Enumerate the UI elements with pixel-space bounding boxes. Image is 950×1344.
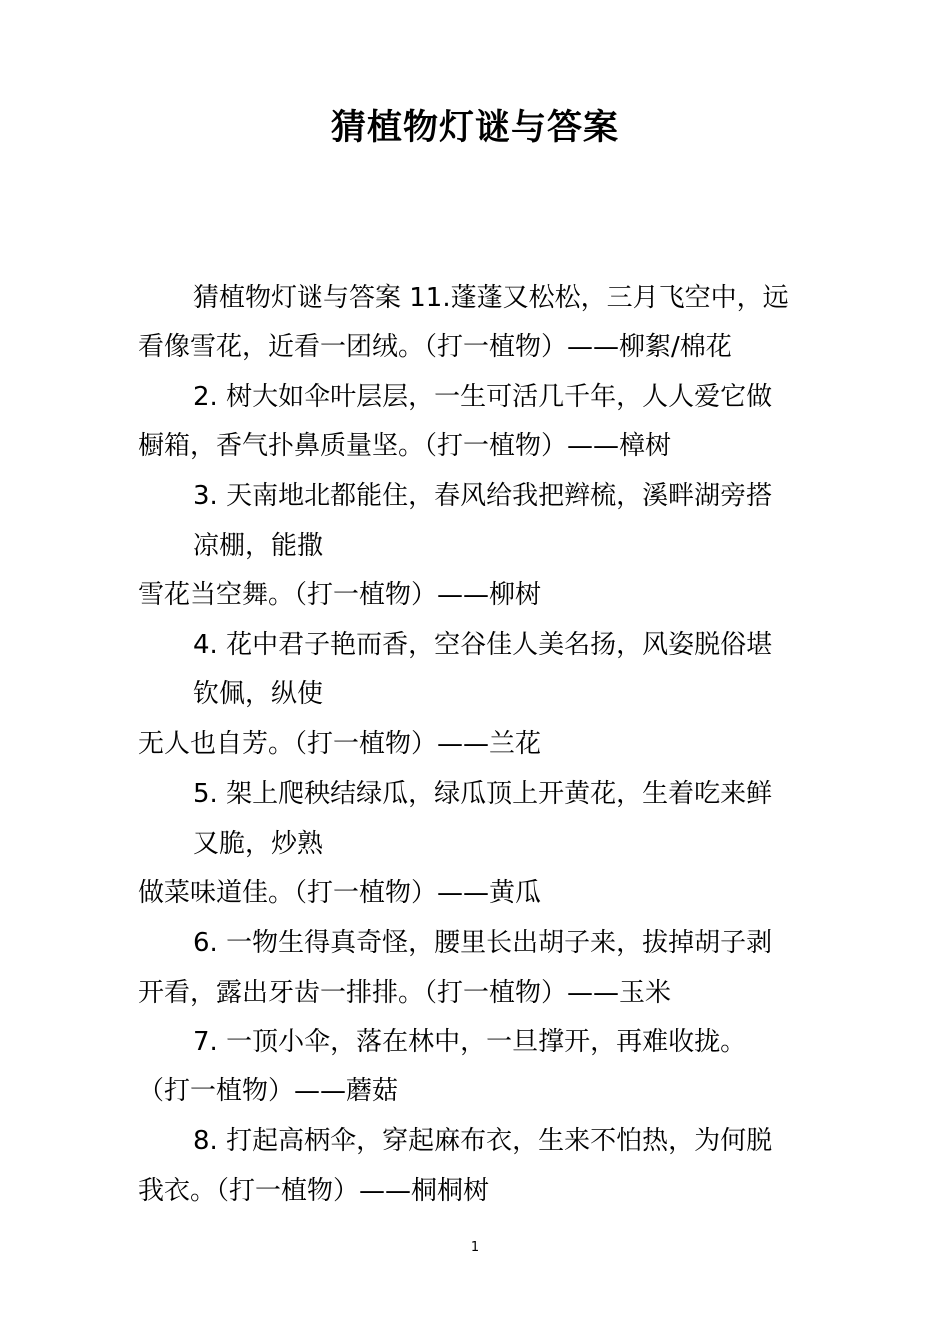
paragraph-line: 6. 一物生得真奇怪，腰里长出胡子来，拔掉胡子剥 [193,928,773,958]
page-number: 1 [470,1240,480,1255]
paragraph-line: 看像雪花，近看一团绒。（打一植物）——柳絮/棉花 [138,332,732,362]
paragraph-line: 无人也自芳。（打一植物）——兰花 [138,729,542,759]
paragraph-line: 钦佩，纵使 [193,679,324,709]
paragraph-line: 3. 天南地北都能住，春风给我把辫梳，溪畔湖旁搭 [193,481,773,511]
paragraph-line: 猜植物灯谜与答案 11.蓬蓬又松松，三月飞空中，远 [193,283,789,313]
paragraph-line: 橱箱，香气扑鼻质量坚。（打一植物）——樟树 [138,431,672,461]
paragraph-line: （打一植物）——蘑菇 [138,1076,399,1106]
paragraph-line: 开看，露出牙齿一排排。（打一植物）——玉米 [138,978,672,1008]
page-title: 猜植物灯谜与答案 [330,108,619,148]
paragraph-line: 5. 架上爬秧结绿瓜，绿瓜顶上开黄花，生着吃来鲜 [193,779,773,809]
paragraph-line: 8. 打起高柄伞，穿起麻布衣，生来不怕热，为何脱 [193,1126,773,1156]
paragraph-line: 雪花当空舞。（打一植物）——柳树 [138,580,542,610]
paragraph-line: 又脆，炒熟 [193,829,324,859]
paragraph-line: 2. 树大如伞叶层层，一生可活几千年，人人爱它做 [193,382,773,412]
paragraph-line: 凉棚，能撒 [193,531,324,561]
paragraph-line: 4. 花中君子艳而香，空谷佳人美名扬，风姿脱俗堪 [193,630,773,660]
paragraph-line: 做菜味道佳。（打一植物）——黄瓜 [138,878,542,908]
paragraph-line: 我衣。（打一植物）——桐桐树 [138,1176,490,1206]
paragraph-line: 7. 一顶小伞，落在林中，一旦撑开，再难收拢。 [193,1027,747,1057]
